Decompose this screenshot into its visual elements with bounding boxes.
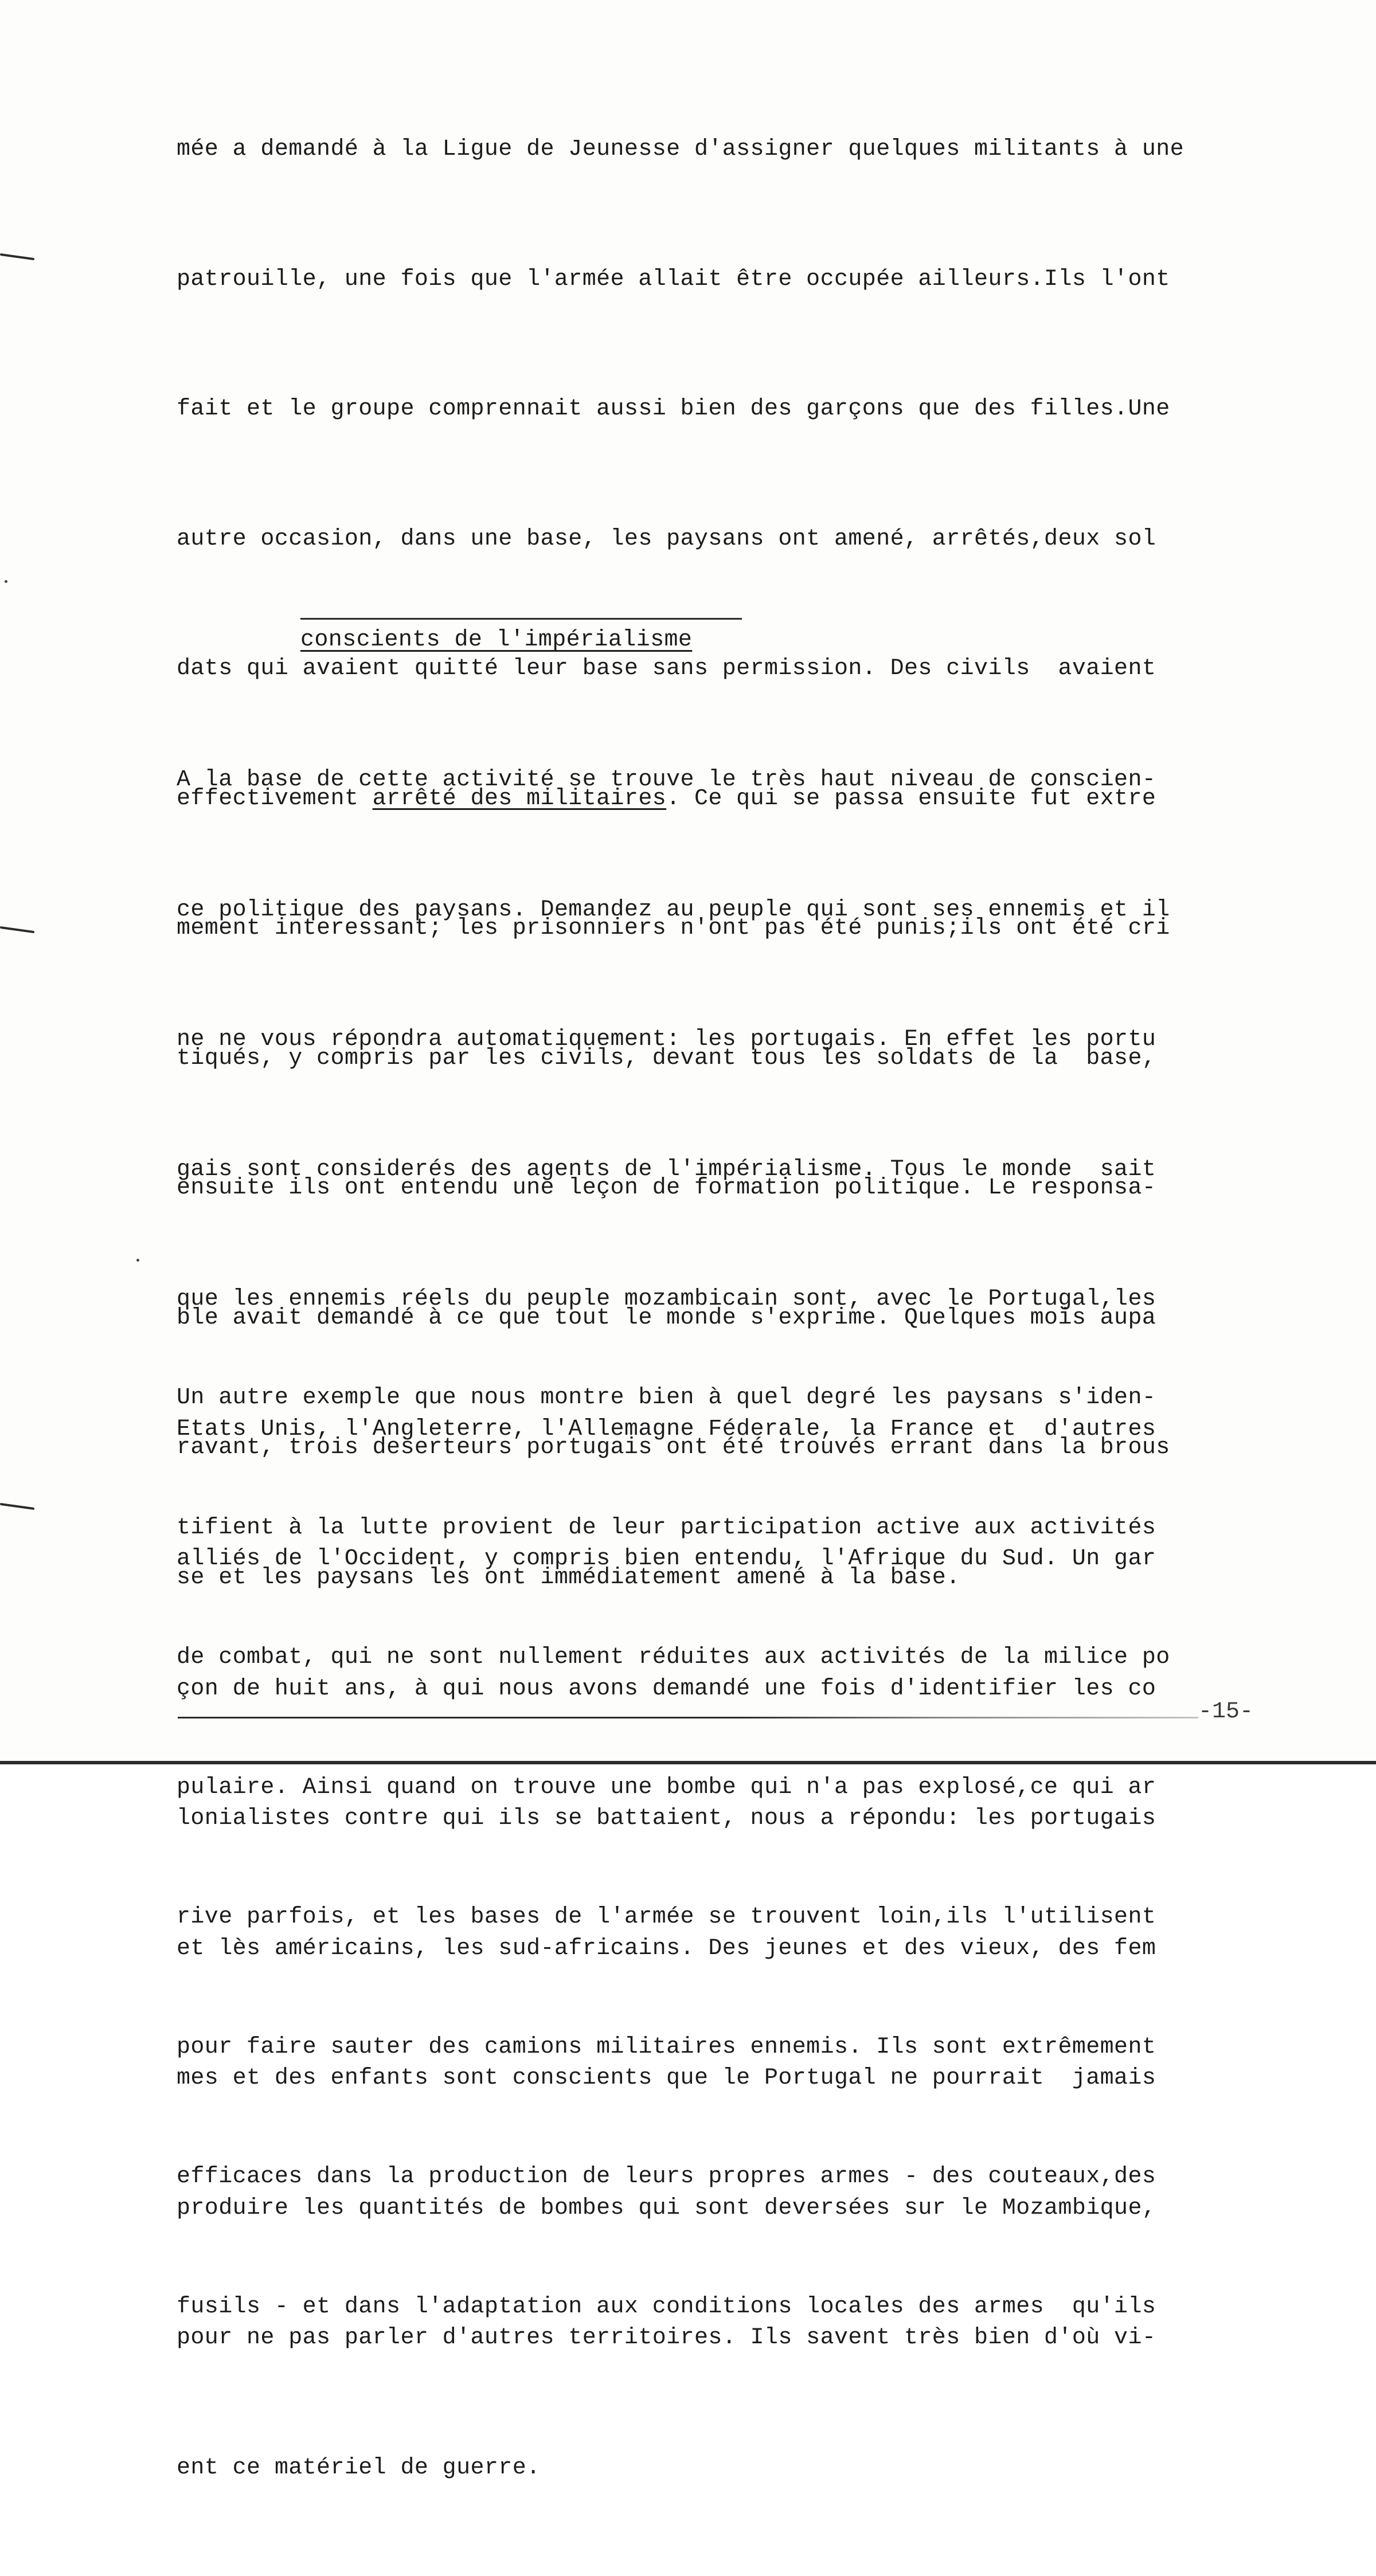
text-line: Un autre exemple que nous montre bien à quel degré les paysans s'iden-	[177, 1385, 1156, 1411]
section-heading-block	[300, 618, 742, 657]
text-line: alliés de l'Occident, y compris bien entendu, l'Afrique du Sud. Un gar	[177, 1546, 1156, 1572]
page-number: -15-	[1198, 1699, 1254, 1725]
text-line: fusils - et dans l'adaptation aux conditions locales des armes qu'ils	[177, 2293, 1156, 2320]
page-bottom-border	[0, 1761, 1376, 1764]
text-line: pour ne pas parler d'autres territoires. Ils savent très bien d'où vi-	[177, 2325, 1156, 2351]
text-line: ent ce matériel de guerre.	[177, 2454, 541, 2481]
text-line: ble avait demandé à ce que tout le monde s'exprime. Quelques mois aupa	[177, 1305, 1156, 1331]
text-line: de combat, qui ne sont nullement réduites aux activités de la milice po	[177, 1645, 1170, 1670]
text-line: et lès américains, les sud-africains. Des jeunes et des vieux, des fem	[177, 1935, 1156, 1962]
text-line: ensuite ils ont entendu une leçon de formation politique. Le responsa-	[177, 1175, 1156, 1201]
text-line: fait et le groupe comprennait aussi bien des garçons que des filles.Une	[177, 396, 1170, 422]
text-line: Etats Unis, l'Angleterre, l'Allemagne Féderale, la France et d'autres	[177, 1416, 1156, 1442]
text-line: mement interessant; les prisonniers n'ont pas été punis;ils ont été cri	[177, 915, 1170, 941]
margin-mark	[0, 926, 34, 933]
text-line: dats qui avaient quitté leur base sans permission. Des civils avaient	[177, 656, 1156, 682]
text-line: mée a demandé à la Ligue de Jeunesse d'assigner quelques militants à une	[177, 136, 1185, 162]
text-line: produire les quantités de bombes qui sont deversées sur le Mozambique,	[177, 2195, 1156, 2221]
text-line: tifient à la lutte provient de leur participation active aux activités	[177, 1514, 1156, 1541]
text-line: se et les paysans les ont immédiatement amené à la base.	[177, 1564, 960, 1591]
margin-speck	[5, 580, 7, 583]
section-heading: conscients de l'impérialisme	[300, 627, 693, 653]
text-line: que les ennemis réels du peuple mozambicain sont, avec le Portugal,les	[177, 1286, 1156, 1312]
text-line: tiqués, y compris par les civils, devant tous les soldats de la base,	[177, 1045, 1156, 1071]
text-line-emphasis: effectivement arrêté des militaires. Ce qui se passa ensuite fut extre	[177, 785, 1156, 812]
text-line: gais sont considerés des agents de l'impérialisme. Tous le monde sait	[177, 1156, 1156, 1183]
text-line: lonialistes contre qui ils se battaient, nous a répondu: les portugais	[177, 1806, 1156, 1831]
text-line: rive parfois, et les bases de l'armée se trouvent loin,ils l'utilisent	[177, 1904, 1156, 1930]
text-line: mes et des enfants sont conscients que le Portugal ne pourrait jamais	[177, 2065, 1156, 2091]
text-line: patrouille, une fois que l'armée allait être occupée ailleurs.Ils l'ont	[177, 266, 1170, 292]
margin-speck	[136, 1259, 139, 1262]
underlined-phrase: arrêté des militaires	[372, 785, 667, 812]
footer-rule	[178, 1717, 1198, 1718]
text-line: ce politique des paysans. Demandez au peuple qui sont ses ennemis et il	[177, 896, 1170, 923]
text-line: autre occasion, dans une base, les paysans ont amené, arrêtés,deux sol	[177, 526, 1156, 552]
text-line: pour faire sauter des camions militaires ennemis. Ils sont extrêmement	[177, 2034, 1156, 2060]
text-line: çon de huit ans, à qui nous avons demandé une fois d'identifier les co	[177, 1675, 1156, 1702]
paragraph-third	[177, 1290, 1285, 2415]
margin-mark	[0, 253, 34, 260]
margin-mark	[0, 1503, 34, 1510]
heading-rule	[300, 618, 742, 620]
text-line: A la base de cette activité se trouve le très haut niveau de conscien-	[177, 767, 1156, 793]
text-line: efficaces dans la production de leurs propres armes - des couteaux,des	[177, 2164, 1156, 2190]
text-line: ne ne vous répondra automatiquement: les portugais. En effet les portu	[177, 1027, 1156, 1052]
text-line: pulaire. Ainsi quand on trouve une bombe qui n'a pas explosé,ce qui ar	[177, 1774, 1156, 1800]
text-line: ravant, trois deserteurs portugais ont été trouvés errant dans la brous	[177, 1435, 1170, 1461]
